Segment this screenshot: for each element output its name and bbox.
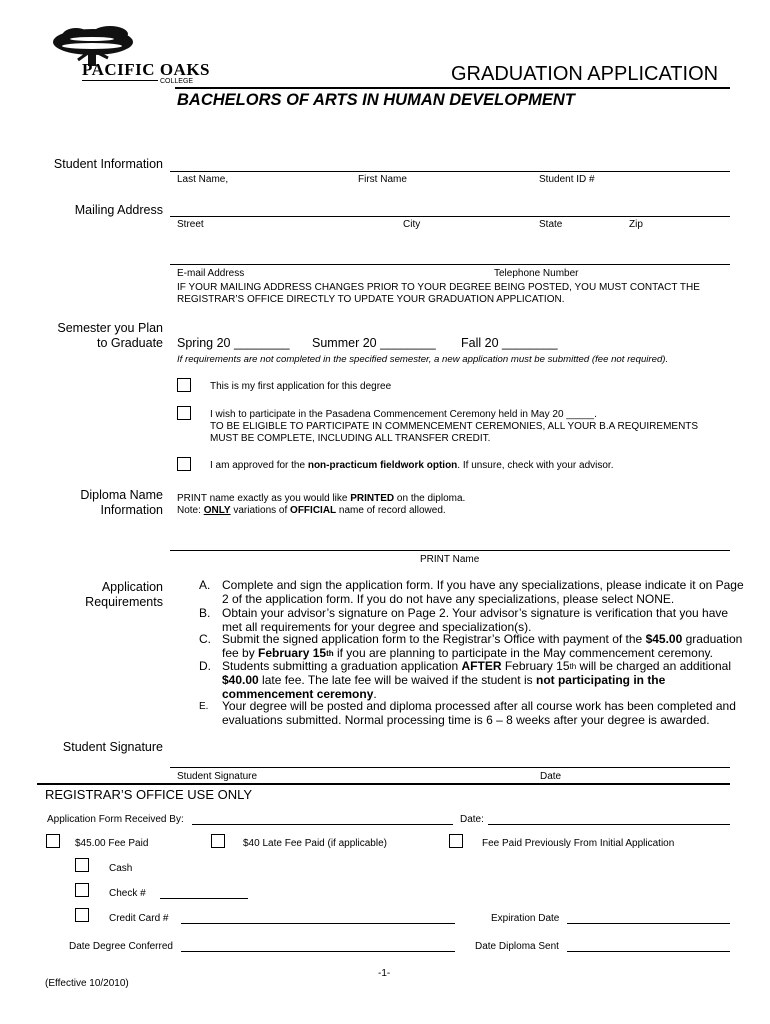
- late-fee-checkbox[interactable]: [211, 834, 225, 848]
- received-date-line[interactable]: [488, 824, 730, 825]
- check-text: Check #: [109, 888, 146, 899]
- diploma-label-1: Diploma Name: [80, 488, 163, 502]
- cash-text: Cash: [109, 863, 133, 874]
- ceremony-text-2: TO BE ELIGIBLE TO PARTICIPATE IN COMMENCEMENT CEREMONIES, ALL YOUR B.A REQUIREMENTS: [210, 421, 699, 432]
- telephone-caption: Telephone Number: [494, 268, 579, 279]
- effective-date: (Effective 10/2010): [45, 978, 129, 989]
- requirements-label-1: Application: [101, 580, 163, 594]
- signature-line[interactable]: [170, 767, 730, 768]
- date-sent-line[interactable]: [567, 951, 730, 952]
- fall-option[interactable]: Fall 20 ________: [461, 336, 558, 350]
- signature-caption: Student Signature: [177, 771, 258, 782]
- fee-prev-checkbox[interactable]: [449, 834, 463, 848]
- first-name-caption: First Name: [358, 174, 407, 185]
- credit-card-line[interactable]: [181, 923, 455, 924]
- diploma-instruction-2: Note: ONLY variations of OFFICIAL name of record allowed.: [177, 505, 446, 516]
- summer-option[interactable]: Summer 20 ________: [312, 336, 436, 350]
- received-by-label: Application Form Received By:: [47, 814, 184, 825]
- fee-paid-checkbox[interactable]: [46, 834, 60, 848]
- expiration-text: Expiration Date: [491, 913, 560, 924]
- requirements-label-2: Requirements: [85, 595, 163, 609]
- spring-option[interactable]: Spring 20 ________: [177, 336, 290, 350]
- address-change-notice-1: IF YOUR MAILING ADDRESS CHANGES PRIOR TO YOUR DEGREE BEING POSTED, YOU MUST CONTACT THE: [177, 282, 700, 293]
- fee-prev-text: Fee Paid Previously From Initial Application: [482, 838, 675, 849]
- ceremony-text-1: I wish to participate in the Pasadena Commencement Ceremony held in May 20 _____.: [210, 409, 597, 420]
- city-caption: City: [403, 219, 421, 230]
- received-by-line[interactable]: [192, 824, 453, 825]
- print-name-line[interactable]: [170, 550, 730, 551]
- check-number-line[interactable]: [160, 898, 248, 899]
- email-caption: E-mail Address: [177, 268, 245, 279]
- diploma-instruction-1: PRINT name exactly as you would like PRINTED on the diploma.: [177, 493, 466, 504]
- first-application-text: This is my first application for this degree: [210, 381, 392, 392]
- date-conferred-text: Date Degree Conferred: [69, 941, 173, 952]
- page-number: -1-: [378, 968, 391, 979]
- mailing-address-line[interactable]: [170, 216, 730, 217]
- student-id-caption: Student ID #: [539, 174, 595, 185]
- student-info-label: Student Information: [53, 157, 163, 171]
- ceremony-text-3: MUST BE COMPLETE, INCLUDING ALL TRANSFER CREDIT.: [210, 433, 491, 444]
- non-practicum-checkbox[interactable]: [177, 457, 191, 471]
- fee-paid-text: $45.00 Fee Paid: [75, 838, 149, 849]
- zip-caption: Zip: [629, 219, 643, 230]
- semester-label-2: to Graduate: [96, 336, 163, 350]
- date-conferred-line[interactable]: [181, 951, 455, 952]
- cash-checkbox[interactable]: [75, 858, 89, 872]
- mailing-address-label: Mailing Address: [74, 203, 163, 217]
- first-application-checkbox[interactable]: [177, 378, 191, 392]
- address-change-notice-2: REGISTRAR’S OFFICE DIRECTLY TO UPDATE YOUR GRADUATION APPLICATION.: [177, 294, 565, 305]
- diploma-label-2: Information: [100, 503, 163, 517]
- expiration-line[interactable]: [567, 923, 730, 924]
- student-info-line[interactable]: [170, 171, 730, 172]
- non-practicum-text: I am approved for the non-practicum fieldwork option. If unsure, check with your advisor.: [210, 460, 614, 471]
- print-name-caption: PRINT Name: [420, 554, 480, 565]
- received-date-label: Date:: [460, 814, 484, 825]
- semester-note: If requirements are not completed in the specified semester, a new application must be submitted (fee not required).: [177, 354, 669, 365]
- contact-line[interactable]: [170, 264, 730, 265]
- late-fee-text: $40 Late Fee Paid (if applicable): [243, 838, 387, 849]
- check-checkbox[interactable]: [75, 883, 89, 897]
- student-signature-label: Student Signature: [62, 740, 163, 754]
- section-divider: [37, 783, 730, 785]
- credit-card-text: Credit Card #: [109, 913, 169, 924]
- credit-card-checkbox[interactable]: [75, 908, 89, 922]
- registrar-title: REGISTRAR’S OFFICE USE ONLY: [45, 787, 253, 802]
- logo-text: PACIFIC OAKS: [82, 60, 210, 79]
- ceremony-checkbox[interactable]: [177, 406, 191, 420]
- logo-subtext: COLLEGE: [160, 78, 194, 85]
- signature-date-caption: Date: [540, 771, 562, 782]
- program-subtitle: BACHELORS OF ARTS IN HUMAN DEVELOPMENT: [177, 91, 575, 109]
- street-caption: Street: [177, 219, 204, 230]
- title-rule: [175, 87, 730, 89]
- college-logo: [38, 24, 210, 94]
- last-name-caption: Last Name,: [177, 174, 229, 185]
- state-caption: State: [539, 219, 563, 230]
- semester-label-1: Semester you Plan: [57, 321, 163, 335]
- date-sent-text: Date Diploma Sent: [475, 941, 559, 952]
- page-title: GRADUATION APPLICATION: [451, 63, 719, 85]
